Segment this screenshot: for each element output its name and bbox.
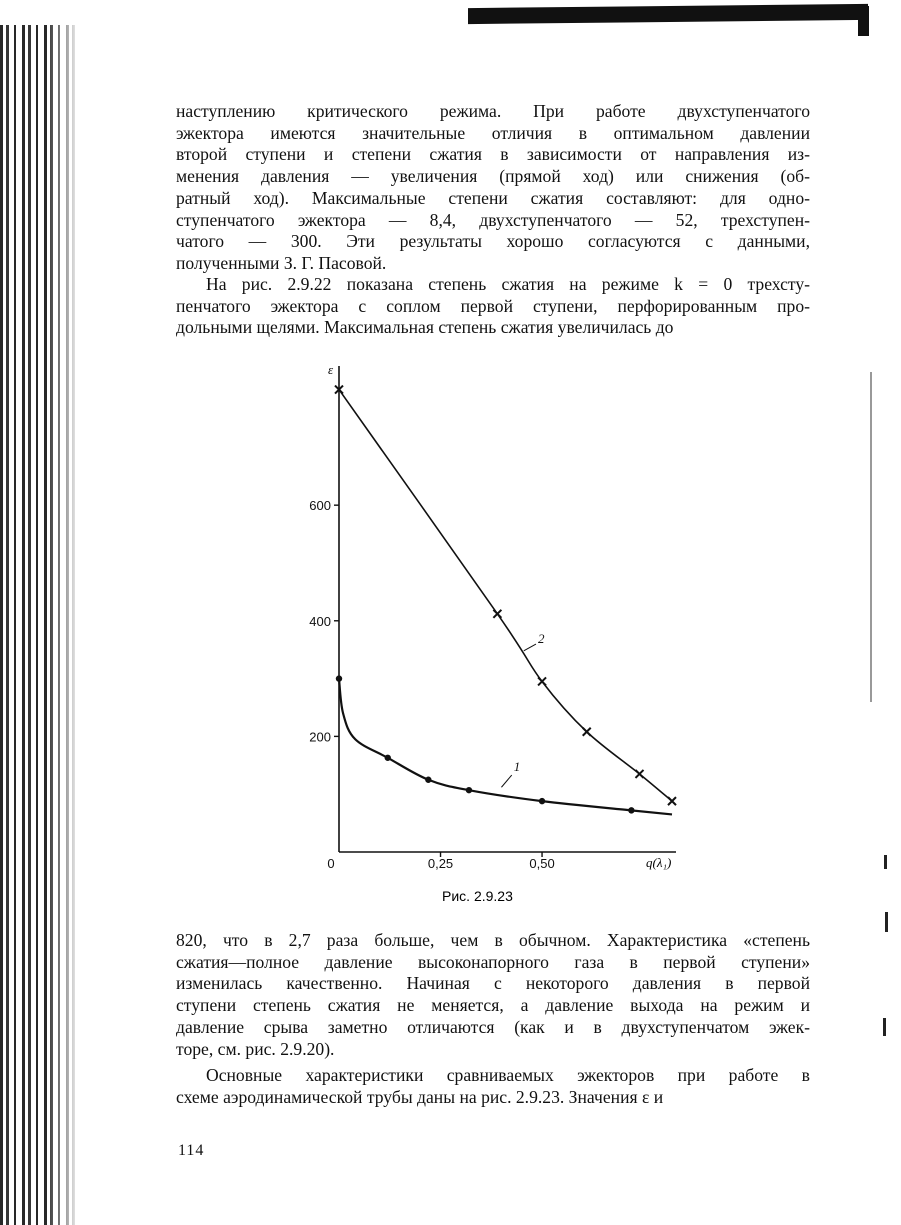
text-line: чатого — 300. Эти результаты хорошо согласуются с данными, xyxy=(176,231,810,252)
text-line: схеме аэродинамической трубы даны на рис. 2.9.23. Значения ε и xyxy=(176,1086,664,1107)
paragraph-3 xyxy=(176,930,810,1060)
text-line: давление срыва заметно отличаются (как и в двухступенчатом эжек- xyxy=(176,1016,810,1037)
x-axis-label: q(λ₁) xyxy=(646,855,672,870)
series-2-label: 2 xyxy=(537,631,545,647)
series-1-point xyxy=(425,777,431,783)
text-line: наступлению критического режима. При работе двухступенчатого xyxy=(176,101,810,121)
text-line: Основные характеристики сравниваемых эжекторов при работе в xyxy=(206,1065,810,1085)
figure-caption: Рис. 2.9.23 xyxy=(442,888,513,904)
text-line: ступени степень сжатия не меняется, а давление выхода на режим и xyxy=(176,995,810,1016)
x-tick-label: 0,25 xyxy=(427,856,454,871)
y-axis-label: ε xyxy=(328,362,334,377)
series-2-point xyxy=(538,677,546,685)
series-2-point xyxy=(636,770,644,778)
x-tick-label: 0,50 xyxy=(529,856,555,871)
page-number: 114 xyxy=(178,1142,205,1159)
text-line: 820, что в 2,7 раза больше, чем в обычном. Характеристика «степень xyxy=(176,930,810,950)
series-2-line xyxy=(339,390,672,802)
series-2-point xyxy=(583,728,591,736)
series-1-leader xyxy=(501,775,511,787)
series-1-point xyxy=(628,807,634,813)
text-line: торе, см. рис. 2.9.20). xyxy=(176,1038,335,1059)
y-tick-label: 200 xyxy=(309,729,331,745)
text-line: менения давления — увеличения (прямой ход) или снижения (об- xyxy=(176,166,810,187)
series-2-leader xyxy=(524,644,536,651)
series-1-point xyxy=(385,755,391,761)
text-line: ратный ход). Максимальные степени сжатия составляют: для одно- xyxy=(176,187,810,208)
series-2-point xyxy=(493,610,501,618)
series-2-point xyxy=(668,797,676,805)
text-line: эжектора имеются значительные отличия в оптимальном давлении xyxy=(176,122,810,143)
series-1-point xyxy=(466,787,472,793)
text-line: пенчатого эжектора с соплом первой ступени, перфорированным про- xyxy=(176,295,810,316)
text-line: сжатия—полное давление высоконапорного газа в первой ступени» xyxy=(176,951,810,972)
y-tick-label: 400 xyxy=(309,613,331,629)
series-1-line xyxy=(339,679,672,815)
paragraph-4 xyxy=(176,1065,810,1108)
text-line: дольными щелями. Максимальная степень сжатия увеличилась до xyxy=(176,317,674,338)
text-line: второй ступени и степени сжатия в зависимости от направления из- xyxy=(176,144,810,165)
text-line: ступенчатого эжектора — 8,4, двухступенчатого — 52, трехступен- xyxy=(176,209,810,230)
text-line: изменилась качественно. Начиная с некоторого давления в первой xyxy=(176,973,810,994)
series-1-label: 1 xyxy=(513,759,521,775)
y-tick-label: 600 xyxy=(309,498,331,514)
text-line: полученными З. Г. Пасовой. xyxy=(176,252,387,273)
text-line: На рис. 2.9.22 показана степень сжатия на режиме k = 0 трехсту- xyxy=(206,274,810,294)
x-tick-label: 0 xyxy=(327,856,335,871)
series-1-point xyxy=(539,798,545,804)
series-1-point xyxy=(336,675,342,681)
